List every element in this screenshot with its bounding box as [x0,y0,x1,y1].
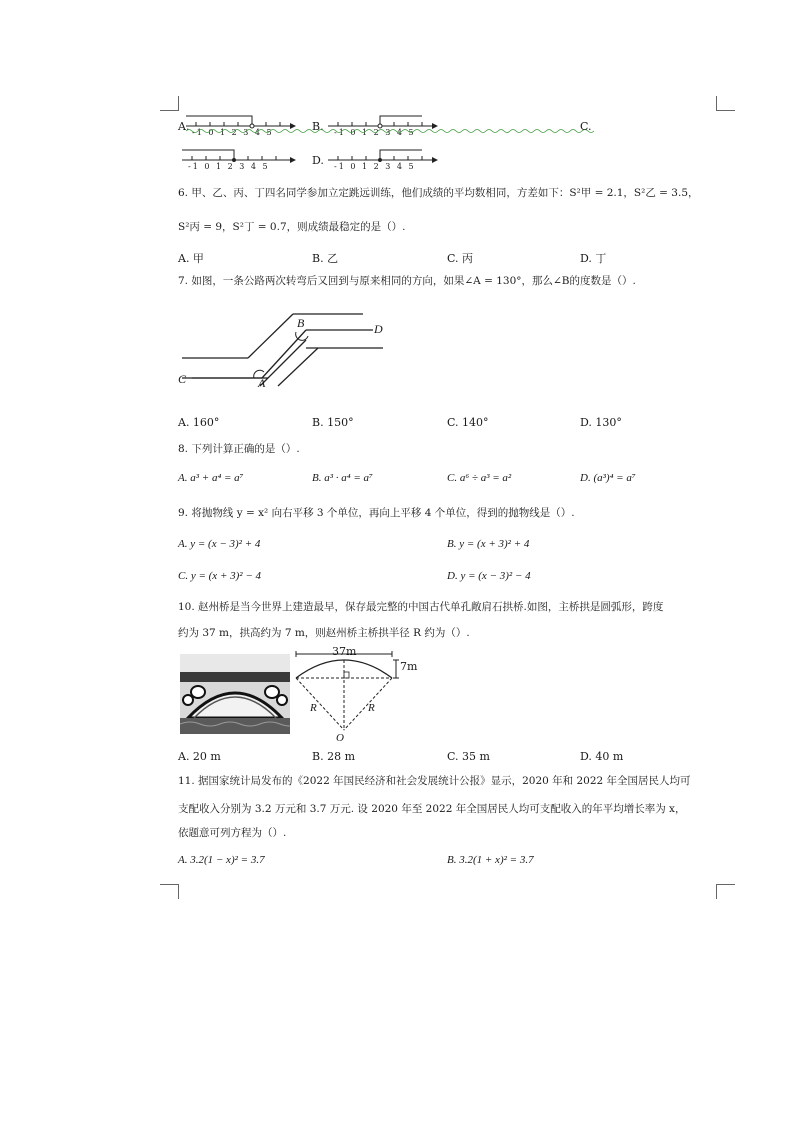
crop-mark-bottom-left [160,884,179,899]
q11-option-a[interactable]: A. 3.2(1 − x)² = 3.7 [178,854,265,866]
q7-road-figure [178,300,398,400]
q5-option-b-ticks: -1 0 1 2 3 4 5 [334,128,416,137]
q10-radius-left-label: R [310,702,317,714]
q5-option-a-label: A. [178,120,190,133]
q9-option-d[interactable]: D. y = (x − 3)² − 4 [447,570,531,582]
q9-option-a[interactable]: A. y = (x − 3)² + 4 [178,538,261,550]
q9-stem: 9. 将抛物线 y = x² 向右平移 3 个单位，再向上平移 4 个单位，得到的抛物线是（）. [178,507,575,519]
q6-option-d[interactable]: D. 丁 [580,252,607,265]
q7-label-d: D [374,322,383,336]
q7-option-d[interactable]: D. 130° [580,416,622,429]
q11-stem-end: 依题意可列方程为（）. [178,827,287,839]
q6-option-a[interactable]: A. 甲 [178,252,204,265]
q8-stem: 8. 下列计算正确的是（）. [178,443,300,455]
q7-label-b: B [297,316,305,330]
q8-option-c[interactable]: C. a⁶ ÷ a³ = a² [447,472,512,484]
q6-option-c[interactable]: C. 丙 [447,252,474,265]
q5-option-a-ticks: -1 0 1 2 3 4 5 [192,128,274,137]
crop-mark-bottom-right [716,884,735,899]
q10-option-c[interactable]: C. 35 m [447,750,490,763]
q10-height-label: 7m [400,660,418,673]
q7-option-a[interactable]: A. 160° [178,416,220,429]
q6-stem: 6. 甲、乙、丙、丁四名同学参加立定跳远训练，他们成绩的平均数相同，方差如下：S²甲 = 2.1，S²乙 = 3.5， [178,187,699,199]
q6-stem-continued: S²丙 = 9，S²丁 = 0.7，则成绩最稳定的是（）. [178,221,406,233]
crop-mark-top-right [716,96,735,111]
q6-option-b[interactable]: B. 乙 [312,252,339,265]
crop-mark-top-left [160,96,179,111]
q7-label-a: A [258,376,266,390]
q7-label-c: C [178,372,187,386]
q10-bridge-photo [180,654,290,734]
q11-stem: 11. 据国家统计局发布的《2022 年国民经济和社会发展统计公报》显示，2020 年和 2022 年全国居民人均可 [178,775,691,787]
q7-option-c[interactable]: C. 140° [447,416,489,429]
q5-option-d-ticks: -1 0 1 2 3 4 5 [334,162,416,171]
q10-center-label: O [336,732,344,744]
q8-option-a[interactable]: A. a³ + a⁴ = a⁷ [178,472,244,484]
q9-option-b[interactable]: B. y = (x + 3)² + 4 [447,538,530,550]
q10-option-b[interactable]: B. 28 m [312,750,356,763]
q5-wavy-underline [186,128,596,134]
q5-option-c-label: C. [580,120,592,133]
q11-option-b[interactable]: B. 3.2(1 + x)² = 3.7 [447,854,534,866]
q10-radius-right-label: R [368,702,375,714]
q7-option-b[interactable]: B. 150° [312,416,354,429]
q10-span-label: 37m [332,645,357,658]
q8-option-d[interactable]: D. (a³)⁴ = a⁷ [580,472,636,484]
q8-option-b[interactable]: B. a³ · a⁴ = a⁷ [312,472,373,484]
q5-option-d-label: D. [312,154,324,167]
q7-stem: 7. 如图，一条公路两次转弯后又回到与原来相同的方向，如果∠A = 130°，那么∠B的度数是（）. [178,275,636,287]
q10-stem: 10. 赵州桥是当今世界上建造最早，保存最完整的中国古代单孔敞肩石拱桥.如图，主桥拱是圆弧形，跨度 [178,601,664,613]
q10-option-a[interactable]: A. 20 m [178,750,221,763]
q9-option-c[interactable]: C. y = (x + 3)² − 4 [178,570,261,582]
q5-option-b-label: B. [312,120,324,133]
q5-option-c-ticks: -1 0 1 2 3 4 5 [188,162,270,171]
q10-stem-continued: 约为 37 m，拱高约为 7 m，则赵州桥主桥拱半径 R 约为（）. [178,627,470,639]
q10-option-d[interactable]: D. 40 m [580,750,624,763]
q11-stem-continued: 支配收入分别为 3.2 万元和 3.7 万元. 设 2020 年至 2022 年全国居民人均可支配收入的年平均增长率为 x， [178,803,686,815]
